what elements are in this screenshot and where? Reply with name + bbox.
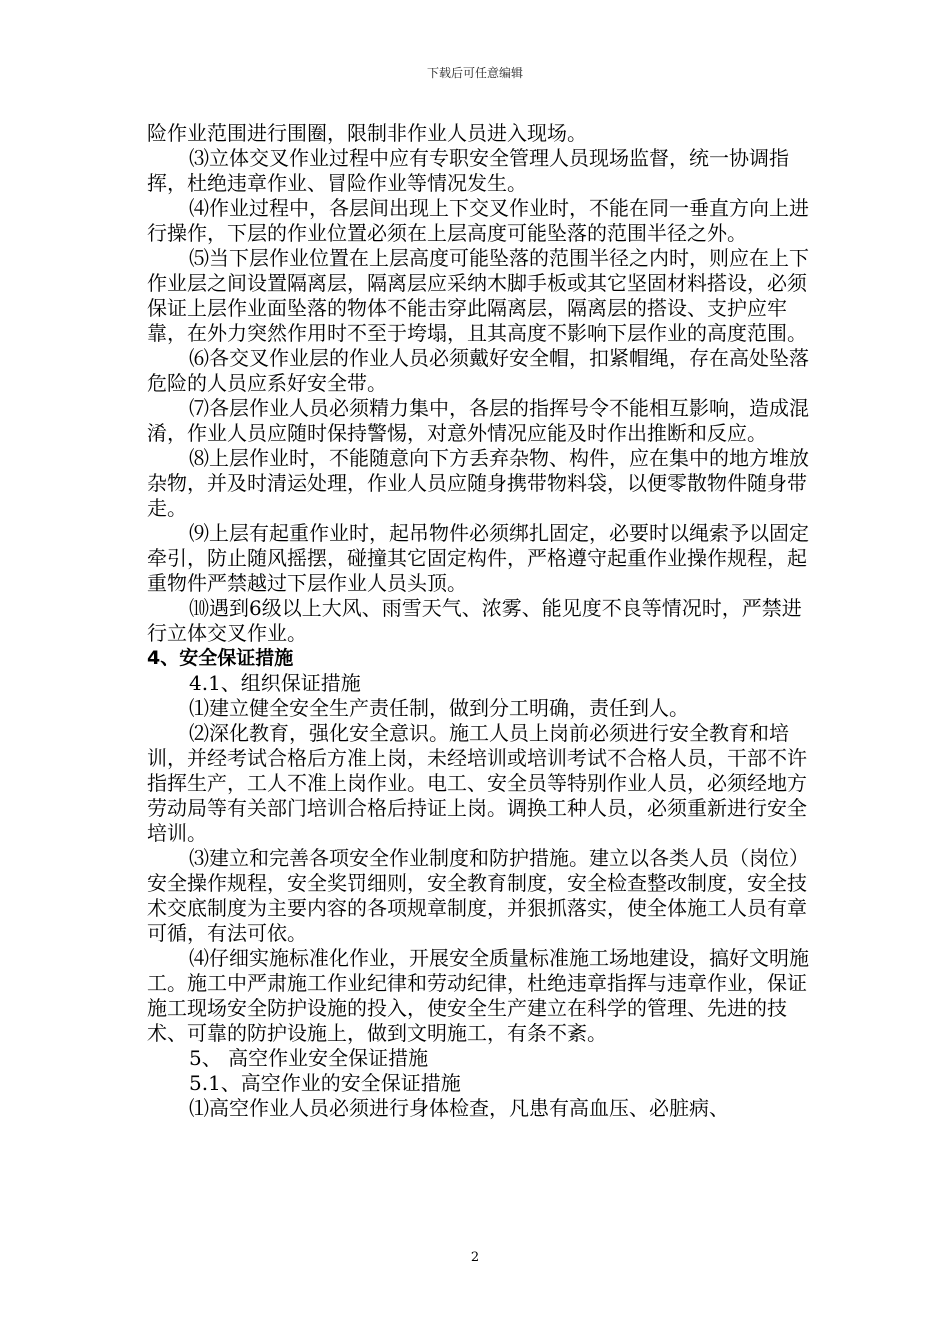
body-paragraph: ⑻上层作业时，不能随意向下方丢弃杂物、构件，应在集中的地方堆放杂物，并及时清运处理，作业人员应随身携带物料袋，以便零散物件随身带走。 — [147, 446, 809, 520]
body-paragraph: ⑶立体交叉作业过程中应有专职安全管理人员现场监督，统一协调指挥，杜绝违章作业、冒险作业等情况发生。 — [147, 146, 789, 195]
body-paragraph: ⑷作业过程中，各层间出现上下交叉作业时，不能在同一垂直方向上进行操作，下层的作业位置必须在上层高度可能坠落的范围半径之外。 — [147, 196, 809, 245]
subsection-heading: 5.1、高空作业的安全保证措施 — [189, 1071, 461, 1095]
body-paragraph: ⑺各层作业人员必须精力集中，各层的指挥号令不能相互影响，造成混淆，作业人员应随时保持警惕，对意外情况应能及时作出推断和反应。 — [147, 396, 809, 445]
body-paragraph: ⑴建立健全安全生产责任制，做到分工明确，责任到人。 — [189, 696, 689, 720]
body-paragraph: ⑶建立和完善各项安全作业制度和防护措施。建立以各类人员（岗位）安全操作规程，安全奖罚细则，安全教育制度，安全检查整改制度，安全技术交底制度为主要内容的各项规章制度，并狠抓落实，使全体施工人员有章可循，有法可依。 — [147, 846, 809, 945]
body-paragraph: ⑴高空作业人员必须进行身体检查，凡患有高血压、必脏病、 — [189, 1096, 729, 1120]
subsection-heading: 4.1、组织保证措施 — [189, 671, 361, 695]
subsection-heading: 5、 高空作业安全保证措施 — [189, 1046, 429, 1070]
body-paragraph: ⑼上层有起重作业时，起吊物件必须绑扎固定，必要时以绳索予以固定牵引，防止随风摇摆，碰撞其它固定构件，严格遵守起重作业操作规程，起重物件严禁越过下层作业人员头顶。 — [147, 521, 809, 595]
document-body — [147, 121, 819, 1121]
page-number: 2 — [470, 1250, 480, 1265]
page-header: 下载后可任意编辑 — [426, 66, 523, 80]
continued-paragraph: 险作业范围进行围圈，限制非作业人员进入现场。 — [147, 121, 587, 145]
body-paragraph: ⑵深化教育，强化安全意识。施工人员上岗前必须进行安全教育和培训，并经考试合格后方准上岗，未经培训或培训考试不合格人员，干部不许指挥生产，工人不准上岗作业。电工、安全员等特别作业人员，必须经地方劳动局等有关部门培训合格后持证上岗。调换工种人员，必须重新进行安全培训。 — [147, 721, 807, 845]
body-paragraph: ⑽遇到6级以上大风、雨雪天气、浓雾、能见度不良等情况时，严禁进行立体交叉作业。 — [147, 596, 802, 645]
body-paragraph: ⑸当下层作业位置在上层高度可能坠落的范围半径之内时，则应在上下作业层之间设置隔离层，隔离层应采纳木脚手板或其它坚固材料搭设，必须保证上层作业面坠落的物体不能击穿此隔离层，隔离层的搭设、支护应牢靠，在外力突然作用时不至于垮塌，且其高度不影响下层作业的高度范围。 — [147, 246, 809, 345]
body-paragraph: ⑹各交叉作业层的作业人员必须戴好安全帽，扣紧帽绳，存在高处坠落危险的人员应系好安全带。 — [147, 346, 809, 395]
body-paragraph: ⑷仔细实施标准化作业，开展安全质量标准施工场地建设，搞好文明施工。施工中严肃施工作业纪律和劳动纪律，杜绝违章指挥与违章作业，保证施工现场安全防护设施的投入，使安全生产建立在科学的管理、先进的技术、可靠的防护设施上，做到文明施工，有条不紊。 — [147, 946, 809, 1045]
section-heading: 4、安全保证措施 — [147, 647, 294, 669]
